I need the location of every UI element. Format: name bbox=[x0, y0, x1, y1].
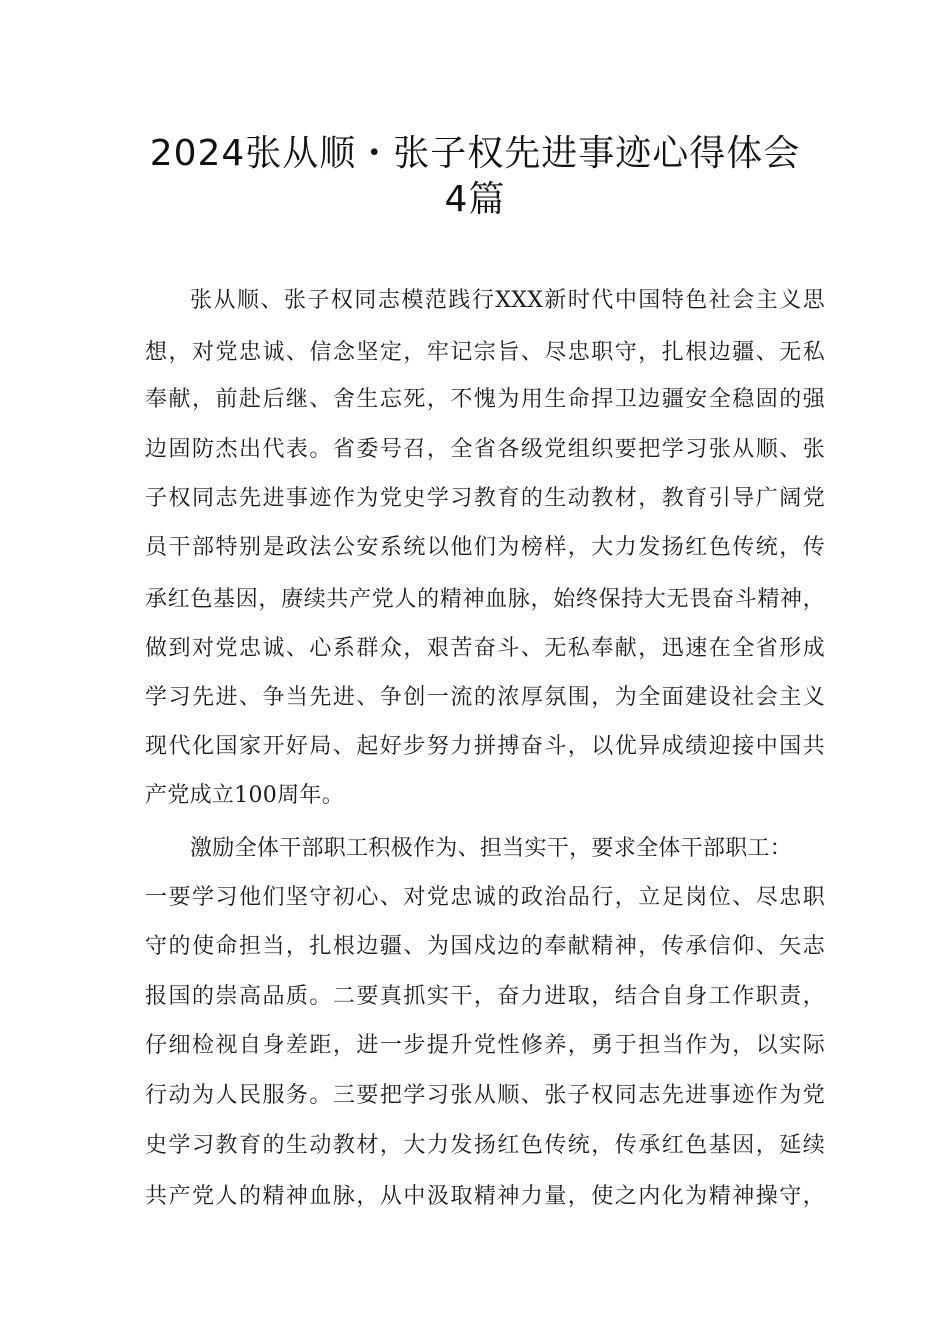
paragraph-line: 张从顺、张子权同志模范践行XXX新时代中国特色社会主义思 bbox=[190, 288, 825, 313]
paragraph-line: 守的使命担当，扎根边疆、为国戍边的奉献精神，传承信仰、矢志 bbox=[145, 934, 825, 959]
paragraph-line: 一要学习他们坚守初心、对党忠诚的政治品行，立足岗位、尽忠职 bbox=[145, 885, 825, 910]
paragraph-line: 做到对党忠诚、心系群众，艰苦奋斗、无私奉献，迅速在全省形成 bbox=[145, 636, 825, 661]
paragraph-line: 学习先进、争当先进、争创一流的浓厚氛围，为全面建设社会主义 bbox=[145, 685, 825, 710]
document-title-line-1: 2024张从顺・张子权先进事迹心得体会 bbox=[149, 133, 801, 174]
paragraph-line: 承红色基因，赓续共产党人的精神血脉，始终保持大无畏奋斗精神， bbox=[145, 587, 825, 612]
paragraph-line: 激励全体干部职工积极作为、担当实干，要求全体干部职工： bbox=[190, 836, 793, 861]
paragraph-line: 共产党人的精神血脉，从中汲取精神力量，使之内化为精神操守， bbox=[145, 1184, 825, 1209]
paragraph-line: 边固防杰出代表。省委号召，全省各级党组织要把学习张从顺、张 bbox=[145, 437, 825, 462]
paragraph-line: 奉献，前赴后继、舍生忘死，不愧为用生命捍卫边疆安全稳固的强 bbox=[145, 387, 825, 412]
paragraph-line: 现代化国家开好局、起好步努力拼搏奋斗，以优异成绩迎接中国共 bbox=[145, 734, 825, 759]
paragraph-line: 史学习教育的生动教材，大力发扬红色传统，传承红色基因，延续 bbox=[145, 1133, 825, 1158]
paragraph-line: 子权同志先进事迹作为党史学习教育的生动教材，教育引导广阔党 bbox=[145, 486, 825, 511]
paragraph-line: 员干部特别是政法公安系统以他们为榜样，大力发扬红色传统，传 bbox=[145, 535, 825, 560]
paragraph-line: 行动为人民服务。三要把学习张从顺、张子权同志先进事迹作为党 bbox=[145, 1083, 825, 1108]
paragraph-line: 仔细检视自身差距，进一步提升党性修养，勇于担当作为，以实际 bbox=[145, 1033, 825, 1058]
document-title-line-2: 4篇 bbox=[444, 179, 506, 220]
paragraph-line: 报国的崇高品质。二要真抓实干，奋力进取，结合自身工作职责， bbox=[145, 984, 825, 1009]
paragraph-line: 想，对党忠诚、信念坚定，牢记宗旨、尽忠职守，扎根边疆、无私 bbox=[145, 340, 825, 365]
paragraph-line: 产党成立100周年。 bbox=[145, 783, 344, 808]
